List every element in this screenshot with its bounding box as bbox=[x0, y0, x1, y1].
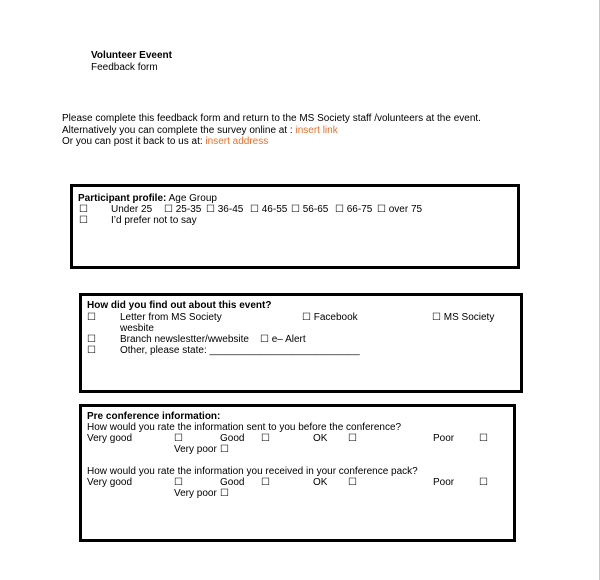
insert-link[interactable]: insert link bbox=[295, 125, 338, 136]
q2-poor-checkbox[interactable]: ☐ bbox=[479, 477, 488, 488]
q2-very-good-label: Very good bbox=[87, 477, 133, 488]
q1-ok-checkbox[interactable]: ☐ bbox=[348, 433, 357, 444]
q2-poor-label: Poor bbox=[433, 477, 455, 488]
option-e-alert[interactable]: ☐ e– Alert bbox=[260, 334, 306, 345]
option-66-75[interactable]: ☐ 66-75 bbox=[335, 204, 373, 215]
option-46-55[interactable]: ☐ 46-55 bbox=[250, 204, 288, 215]
q1-very-poor-checkbox[interactable]: ☐ bbox=[220, 444, 229, 455]
q2-very-good-checkbox[interactable]: ☐ bbox=[174, 477, 183, 488]
participant-profile-title: Participant profile: bbox=[78, 193, 167, 204]
option-branch-newsletter: Branch newslestter/wwebsite bbox=[120, 334, 249, 345]
q1-poor-checkbox[interactable]: ☐ bbox=[479, 433, 488, 444]
q1-very-good-label: Very good bbox=[87, 433, 133, 444]
q1-ok-label: OK bbox=[313, 433, 328, 444]
insert-address-link[interactable]: insert address bbox=[205, 136, 269, 147]
option-36-45[interactable]: ☐ 36-45 bbox=[206, 204, 244, 215]
q2-ok-label: OK bbox=[313, 477, 328, 488]
checkbox-under-25[interactable]: ☐ bbox=[79, 204, 88, 215]
q2-good-label: Good bbox=[220, 477, 245, 488]
preconf-question-2: How would you rate the information you received in your conference pack? bbox=[87, 466, 418, 477]
q2-good-checkbox[interactable]: ☐ bbox=[261, 477, 270, 488]
age-group-label: Age Group bbox=[166, 193, 217, 204]
intro-line-2-text: Alternatively you can complete the survey online at : bbox=[62, 125, 296, 136]
q2-ok-checkbox[interactable]: ☐ bbox=[348, 477, 357, 488]
q2-very-poor-checkbox[interactable]: ☐ bbox=[220, 488, 229, 499]
q2-very-poor-label: Very poor bbox=[174, 488, 217, 499]
preconf-question-1: How would you rate the information sent to you before the conference? bbox=[87, 422, 402, 433]
option-over-75[interactable]: ☐ over 75 bbox=[377, 204, 423, 215]
intro-line-1: Please complete this feedback form and return to the MS Society staff /volunteers at the event. bbox=[62, 113, 481, 124]
option-25-35[interactable]: ☐ 25-35 bbox=[164, 204, 202, 215]
option-facebook[interactable]: ☐ Facebook bbox=[302, 312, 358, 323]
option-ms-society[interactable]: ☐ MS Society bbox=[432, 312, 495, 323]
preconf-heading: Pre conference information: bbox=[87, 411, 221, 422]
q1-poor-label: Poor bbox=[433, 433, 455, 444]
checkbox-letter[interactable]: ☐ bbox=[87, 312, 96, 323]
q1-good-label: Good bbox=[220, 433, 245, 444]
option-prefer-not-to-say: I’d prefer not to say bbox=[111, 215, 197, 226]
intro-line-2 bbox=[62, 125, 338, 136]
checkbox-prefer-not[interactable]: ☐ bbox=[79, 215, 88, 226]
intro-line-3 bbox=[62, 136, 268, 147]
checkbox-branch[interactable]: ☐ bbox=[87, 334, 96, 345]
intro-line-3-text: Or you can post it back to us at: bbox=[62, 136, 206, 147]
find-out-heading: How did you find out about this event? bbox=[87, 300, 272, 311]
participant-profile-heading bbox=[78, 193, 217, 204]
form-subtitle: Feedback form bbox=[91, 62, 158, 73]
form-title: Volunteer Eveent bbox=[91, 50, 172, 61]
q1-very-good-checkbox[interactable]: ☐ bbox=[174, 433, 183, 444]
option-56-65[interactable]: ☐ 56-65 bbox=[291, 204, 329, 215]
option-other[interactable]: Other, please state: ___________________________ bbox=[120, 345, 360, 356]
checkbox-other[interactable]: ☐ bbox=[87, 345, 96, 356]
option-letter-website: wesbite bbox=[120, 323, 154, 334]
q1-very-poor-label: Very poor bbox=[174, 444, 217, 455]
option-letter: Letter from MS Society bbox=[120, 312, 222, 323]
option-under-25: Under 25 bbox=[111, 204, 153, 215]
q1-good-checkbox[interactable]: ☐ bbox=[261, 433, 270, 444]
